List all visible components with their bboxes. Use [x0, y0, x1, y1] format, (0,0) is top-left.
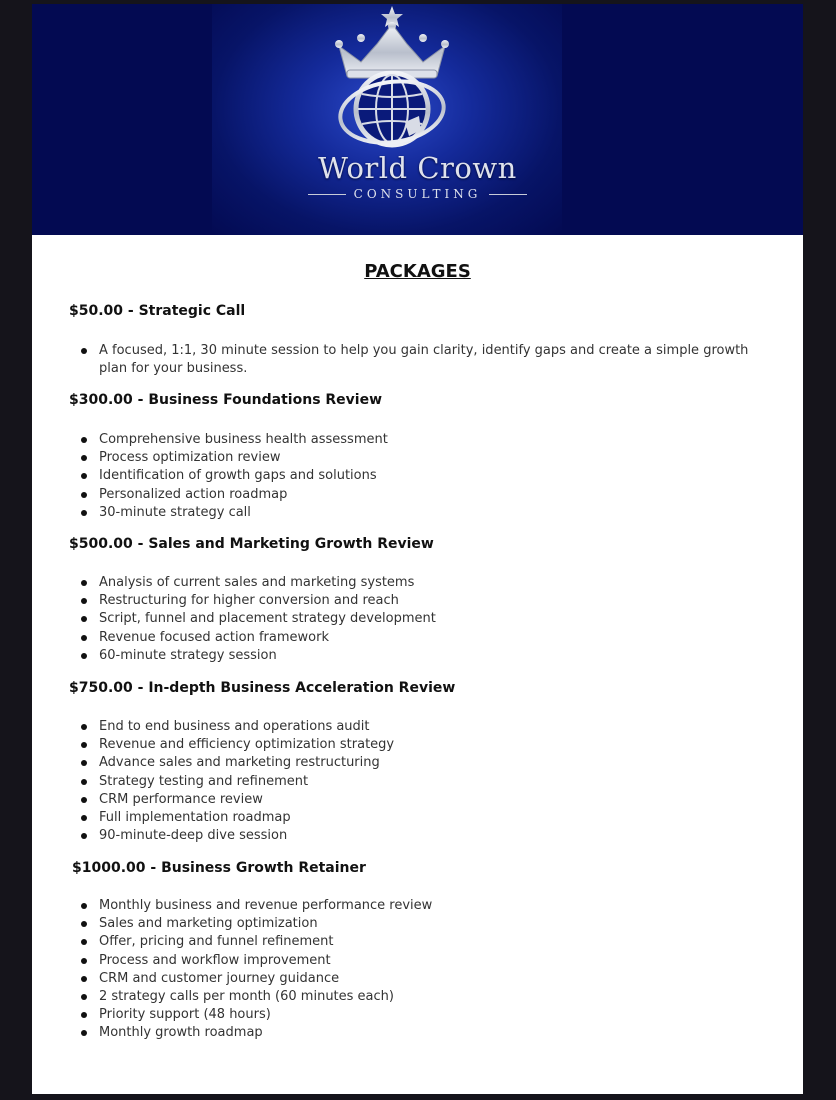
package-title: $50.00 - Strategic Call [69, 303, 246, 319]
list-item: CRM performance review [32, 791, 394, 809]
list-item: Sales and marketing optimization [32, 915, 432, 933]
list-item: Process optimization review [32, 449, 388, 467]
package-title: $300.00 - Business Foundations Review [69, 392, 383, 408]
list-item: Revenue and efficiency optimization strategy [32, 736, 394, 754]
list-item: Process and workflow improvement [32, 952, 432, 970]
list-item: A focused, 1:1, 30 minute session to help you gain clarity, identify gaps and create a simple growth plan for your business. [32, 342, 759, 378]
list-item: Restructuring for higher conversion and reach [32, 592, 436, 610]
header-banner [32, 4, 803, 235]
package-title: $1000.00 - Business Growth Retainer [72, 860, 366, 876]
brand-subtitle: CONSULTING [353, 187, 482, 201]
list-item: CRM and customer journey guidance [32, 970, 432, 988]
brand-sub-row [32, 187, 803, 201]
package-title: $500.00 - Sales and Marketing Growth Review [69, 536, 434, 552]
list-item: Full implementation roadmap [32, 809, 394, 827]
document-page [32, 4, 803, 1094]
package-title: $750.00 - In-depth Business Acceleration Review [69, 680, 456, 696]
package-items [32, 897, 432, 1043]
package-items [32, 718, 394, 845]
brand-name: World Crown [318, 151, 517, 185]
package-items [32, 431, 388, 522]
package-items [32, 342, 759, 378]
list-item: Monthly business and revenue performance review [32, 897, 432, 915]
list-item: Offer, pricing and funnel refinement [32, 933, 432, 951]
list-item: Strategy testing and refinement [32, 773, 394, 791]
list-item: Advance sales and marketing restructuring [32, 754, 394, 772]
list-item: 60-minute strategy session [32, 647, 436, 665]
list-item: Analysis of current sales and marketing systems [32, 574, 436, 592]
list-item: End to end business and operations audit [32, 718, 394, 736]
brand-divider-left [308, 194, 346, 195]
package-items [32, 574, 436, 665]
list-item: Script, funnel and placement strategy development [32, 610, 436, 628]
list-item: 30-minute strategy call [32, 504, 388, 522]
list-item: 2 strategy calls per month (60 minutes each) [32, 988, 432, 1006]
brand-divider-right [489, 194, 527, 195]
list-item: Personalized action roadmap [32, 486, 388, 504]
list-item: Monthly growth roadmap [32, 1024, 432, 1042]
list-item: Revenue focused action framework [32, 629, 436, 647]
list-item: Comprehensive business health assessment [32, 431, 388, 449]
page-title: PACKAGES [364, 261, 471, 282]
list-item: Identification of growth gaps and solutions [32, 467, 388, 485]
list-item: Priority support (48 hours) [32, 1006, 432, 1024]
list-item: 90-minute-deep dive session [32, 827, 394, 845]
world-crown-logo-icon [317, 4, 517, 154]
